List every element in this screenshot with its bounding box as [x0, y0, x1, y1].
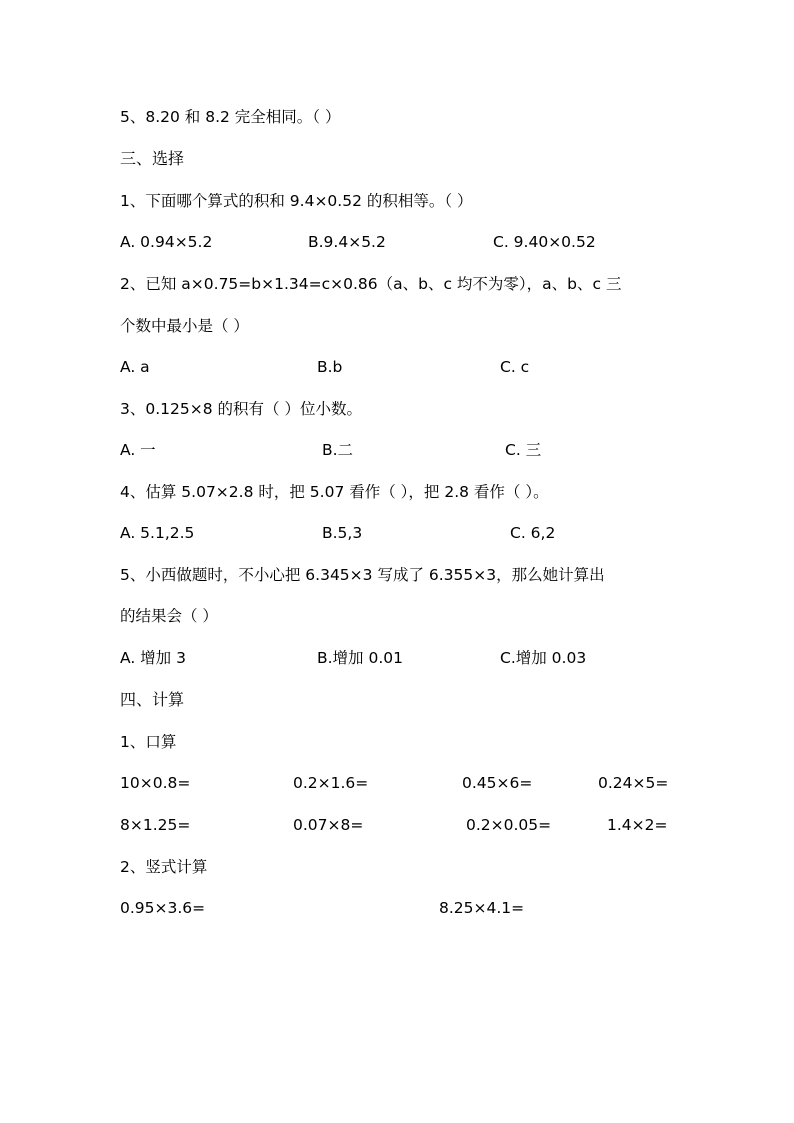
oral-calc-item: 0.45×6=	[462, 774, 533, 792]
choice-question-5-line2: 的结果会（ ）	[120, 607, 218, 625]
choice-question-3: 3、0.125×8 的积有（ ）位小数。	[120, 400, 362, 418]
q5-option-c: C.增加 0.03	[500, 649, 587, 667]
q5-option-b: B.增加 0.01	[317, 649, 403, 667]
q4-option-a: A. 5.1,2.5	[120, 524, 195, 542]
judgement-item-5: 5、8.20 和 8.2 完全相同。（ ）	[120, 108, 341, 126]
oral-calc-item: 0.24×5=	[598, 774, 669, 792]
q1-option-c: C. 9.40×0.52	[493, 233, 596, 251]
q3-option-c: C. 三	[505, 441, 542, 459]
choice-question-4: 4、估算 5.07×2.8 时，把 5.07 看作（ ），把 2.8 看作（ ）。	[120, 483, 549, 501]
q2-option-a: A. a	[120, 358, 150, 376]
section-heading-calculation: 四、计算	[120, 690, 185, 709]
choice-question-1: 1、下面哪个算式的积和 9.4×0.52 的积相等。（ ）	[120, 192, 473, 210]
oral-calc-item: 0.07×8=	[293, 816, 364, 834]
q4-option-c: C. 6,2	[510, 524, 556, 542]
q5-option-a: A. 增加 3	[120, 649, 186, 667]
oral-calc-item: 0.2×1.6=	[293, 774, 369, 792]
oral-calc-item: 1.4×2=	[607, 816, 668, 834]
choice-question-2-line1: 2、已知 a×0.75=b×1.34=c×0.86（a、b、c 均不为零），a、b、c 三	[120, 275, 622, 293]
vertical-calc-item: 8.25×4.1=	[439, 899, 525, 917]
q2-option-c: C. c	[500, 358, 530, 376]
vertical-calculation-title: 2、竖式计算	[120, 858, 208, 876]
oral-calc-item: 10×0.8=	[120, 774, 191, 792]
vertical-calc-item: 0.95×3.6=	[120, 899, 206, 917]
section-heading-choice: 三、选择	[120, 149, 185, 168]
q3-option-b: B.二	[322, 441, 354, 459]
oral-calculation-title: 1、口算	[120, 733, 177, 751]
oral-calc-item: 0.2×0.05=	[466, 816, 552, 834]
oral-calc-item: 8×1.25=	[120, 816, 191, 834]
q3-option-a: A. 一	[120, 441, 156, 459]
q1-option-a: A. 0.94×5.2	[120, 233, 213, 251]
q1-option-b: B.9.4×5.2	[308, 233, 386, 251]
q2-option-b: B.b	[317, 358, 343, 376]
choice-question-5-line1: 5、小西做题时，不小心把 6.345×3 写成了 6.355×3，那么她计算出	[120, 566, 605, 584]
q4-option-b: B.5,3	[322, 524, 363, 542]
choice-question-2-line2: 个数中最小是（ ）	[120, 317, 249, 335]
